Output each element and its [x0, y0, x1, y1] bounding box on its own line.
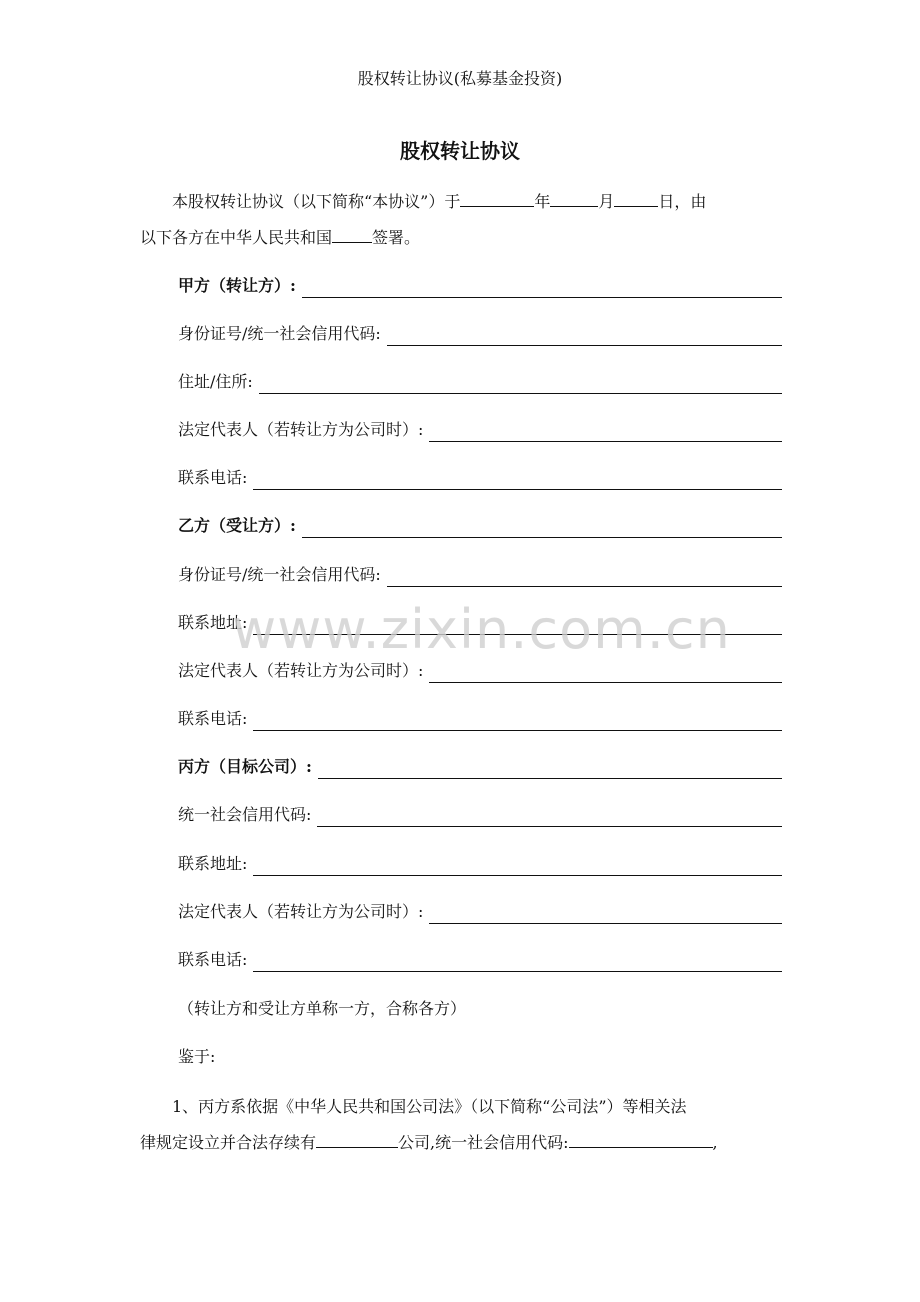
party-a-heading: 甲方（转让方）: — [178, 276, 296, 295]
party-c-address-label: 联系地址: — [178, 854, 248, 873]
day-label: 日，由 — [658, 192, 707, 211]
party-a-rep-row — [178, 418, 782, 442]
party-a-id-field[interactable] — [387, 323, 782, 346]
party-a-rep-label: 法定代表人（若转让方为公司时）: — [178, 420, 424, 439]
party-c-rep-label: 法定代表人（若转让方为公司时）: — [178, 902, 424, 921]
party-b-rep-label: 法定代表人（若转让方为公司时）: — [178, 661, 424, 680]
party-a-id-row — [178, 322, 782, 346]
document-title: 股权转让协议 — [400, 139, 520, 163]
clause-1-line-1: 1、丙方系依据《中华人民共和国公司法》（以下简称“公司法”）等相关法 — [172, 1097, 687, 1116]
party-c-phone-row — [178, 948, 782, 972]
page-header: 股权转让协议(私募基金投资) — [357, 69, 563, 88]
signed-label: 签署。 — [372, 228, 421, 247]
clause-1-text-a: 律规定设立并合法存续有 — [140, 1133, 317, 1152]
party-c-phone-label: 联系电话: — [178, 950, 248, 969]
party-c-id-field[interactable] — [317, 804, 782, 827]
year-label: 年 — [534, 192, 551, 211]
party-b-id-field[interactable] — [387, 564, 782, 587]
company-name-blank[interactable] — [316, 1129, 398, 1148]
party-c-address-field[interactable] — [253, 853, 782, 876]
credit-code-blank[interactable] — [569, 1129, 713, 1148]
party-a-rep-field[interactable] — [429, 419, 782, 442]
party-a-phone-field[interactable] — [253, 467, 782, 490]
party-c-heading: 丙方（目标公司）: — [178, 757, 312, 776]
party-c-id-label: 统一社会信用代码: — [178, 805, 312, 824]
intro-text-1: 本股权转让协议（以下简称“本协议”）于 — [172, 192, 461, 211]
place-blank[interactable] — [332, 224, 372, 243]
day-blank[interactable] — [614, 188, 658, 207]
clause-1-text-b: 公司,统一社会信用代码: — [398, 1133, 569, 1152]
party-c-rep-field[interactable] — [429, 901, 782, 924]
party-b-heading: 乙方（受让方）: — [178, 516, 296, 535]
intro-paragraph — [140, 184, 782, 256]
party-b-address-label: 联系地址: — [178, 613, 248, 632]
party-b-row — [178, 514, 782, 538]
year-blank[interactable] — [460, 188, 534, 207]
party-a-field[interactable] — [302, 275, 782, 298]
party-a-id-label: 身份证号/统一社会信用代码: — [178, 324, 381, 343]
party-b-id-row — [178, 563, 782, 587]
party-c-phone-field[interactable] — [253, 949, 782, 972]
whereas-heading: 鉴于: — [178, 1047, 216, 1066]
clause-1 — [140, 1089, 782, 1161]
party-b-phone-label: 联系电话: — [178, 709, 248, 728]
party-a-address-field[interactable] — [259, 371, 782, 394]
clause-1-text-c: , — [712, 1133, 718, 1152]
party-c-field[interactable] — [318, 756, 782, 779]
intro-text-2: 以下各方在中华人民共和国 — [140, 228, 333, 247]
party-c-row — [178, 755, 782, 779]
party-b-id-label: 身份证号/统一社会信用代码: — [178, 565, 381, 584]
watermark: www.zixin.com.cn — [232, 598, 731, 661]
party-c-id-row — [178, 803, 782, 827]
party-a-phone-row — [178, 466, 782, 490]
month-label: 月 — [598, 192, 615, 211]
party-c-address-row — [178, 852, 782, 876]
party-b-phone-row — [178, 707, 782, 731]
party-a-address-label: 住址/住所: — [178, 372, 253, 391]
party-c-rep-row — [178, 900, 782, 924]
party-a-row — [178, 274, 782, 298]
parties-note: （转让方和受让方单称一方，合称各方） — [178, 999, 467, 1018]
party-b-rep-row — [178, 659, 782, 683]
party-a-phone-label: 联系电话: — [178, 468, 248, 487]
party-b-rep-field[interactable] — [429, 660, 782, 683]
month-blank[interactable] — [550, 188, 598, 207]
party-b-field[interactable] — [302, 515, 782, 538]
party-b-phone-field[interactable] — [253, 708, 782, 731]
party-a-address-row — [178, 370, 782, 394]
